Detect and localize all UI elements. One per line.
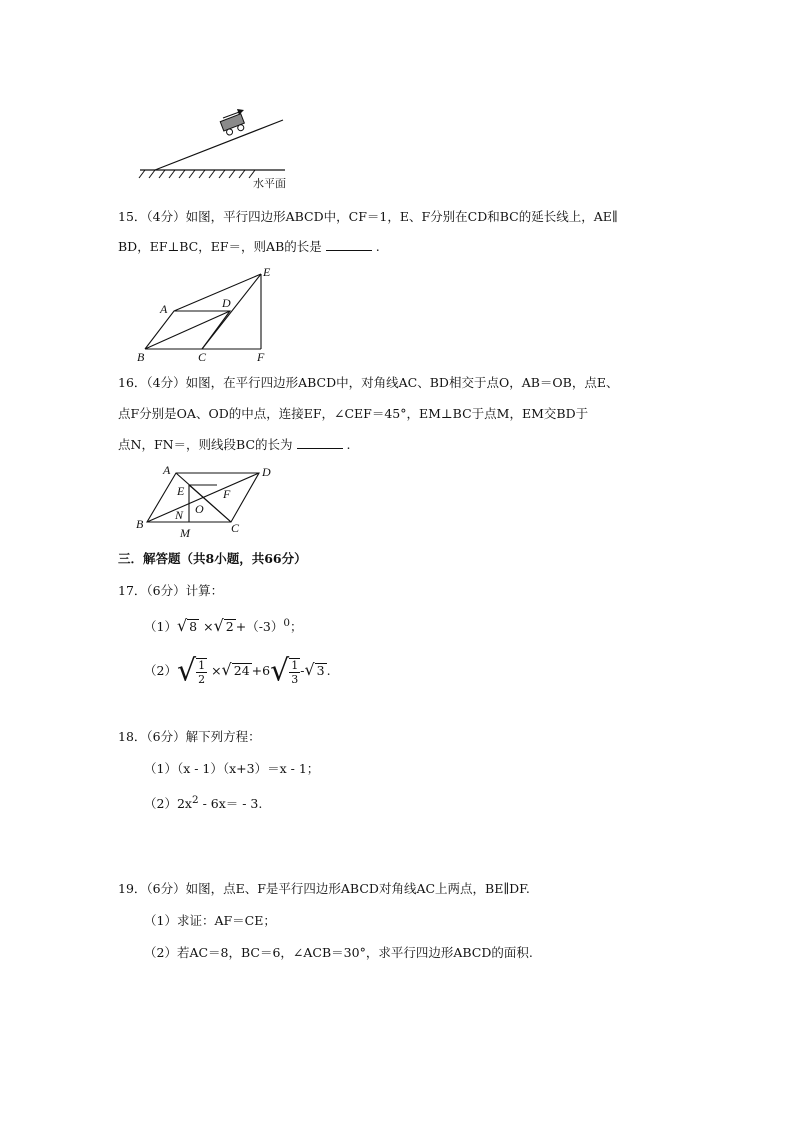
- section3-title: 三．解答题（共8小题，共66分）: [118, 551, 307, 566]
- svg-text:N: N: [175, 508, 184, 522]
- q16-line1: 16．（4分）如图，在平行四边形ABCD中，对角线AC、BD相交于点O，AB＝OB，点E、: [118, 375, 619, 390]
- q18-title: 18．（6分）解下列方程：: [118, 729, 261, 744]
- q17-part1: （1）√ 8 ×√ $2 +(-3)^0$；: [144, 616, 303, 636]
- q16-line3: 点N，FN＝，则线段BC的长为 .: [118, 437, 351, 452]
- svg-text:A: A: [160, 302, 168, 316]
- q16-answer-blank: [297, 436, 343, 449]
- q16-line2: 点F分别是OA、OD的中点，连接EF，∠CEF＝45°，EM⊥BC于点M，EM交BD于: [118, 406, 589, 421]
- svg-text:D: D: [222, 296, 231, 310]
- q15-line1: 15．（4分）如图，平行四边形ABCD中，CF＝1，E、F分别在CD和BC的延长线上，AE∥: [118, 209, 618, 224]
- horizontal-plane-label: 水平面: [253, 177, 286, 190]
- svg-text:F: F: [257, 350, 265, 364]
- svg-text:E: E: [177, 484, 185, 498]
- q15-line2: BD，EF⊥BC，EF＝，则AB的长是 .: [118, 239, 380, 254]
- svg-text:B: B: [137, 350, 145, 364]
- svg-text:F: F: [223, 487, 231, 501]
- q16-figure: [134, 462, 284, 540]
- q18-part2: $(2)2x^2 - 6x= - 3$.: [144, 794, 263, 812]
- q17-title: 17．（6分）计算：: [118, 583, 224, 598]
- svg-text:A: A: [163, 463, 171, 477]
- q15-answer-blank: [326, 238, 372, 251]
- q17-part2: （2）√ $\frac{1}{2}$ ×√ 24 +6√ $\frac{1}{3}$ -√ 3 .: [144, 653, 331, 689]
- svg-text:M: M: [180, 526, 190, 540]
- incline-figure: [135, 100, 305, 195]
- svg-text:D: D: [262, 465, 271, 479]
- q19-title: 19．（6分）如图，点E、F是平行四边形ABCD对角线AC上两点，BE∥DF.: [118, 881, 530, 896]
- q18-part1: （1）（x - 1）（x+3）＝x - 1；: [144, 761, 320, 776]
- svg-text:C: C: [231, 521, 240, 535]
- q19-part1: （1）求证：AF＝CE；: [144, 913, 276, 928]
- q19-part2: （2）若AC＝8，BC＝6，∠ACB＝30°，求平行四边形ABCD的面积.: [144, 945, 533, 960]
- q15-figure: [134, 265, 284, 365]
- svg-text:C: C: [198, 350, 207, 364]
- svg-text:E: E: [263, 265, 271, 279]
- svg-text:O: O: [195, 502, 204, 516]
- svg-text:B: B: [136, 517, 144, 531]
